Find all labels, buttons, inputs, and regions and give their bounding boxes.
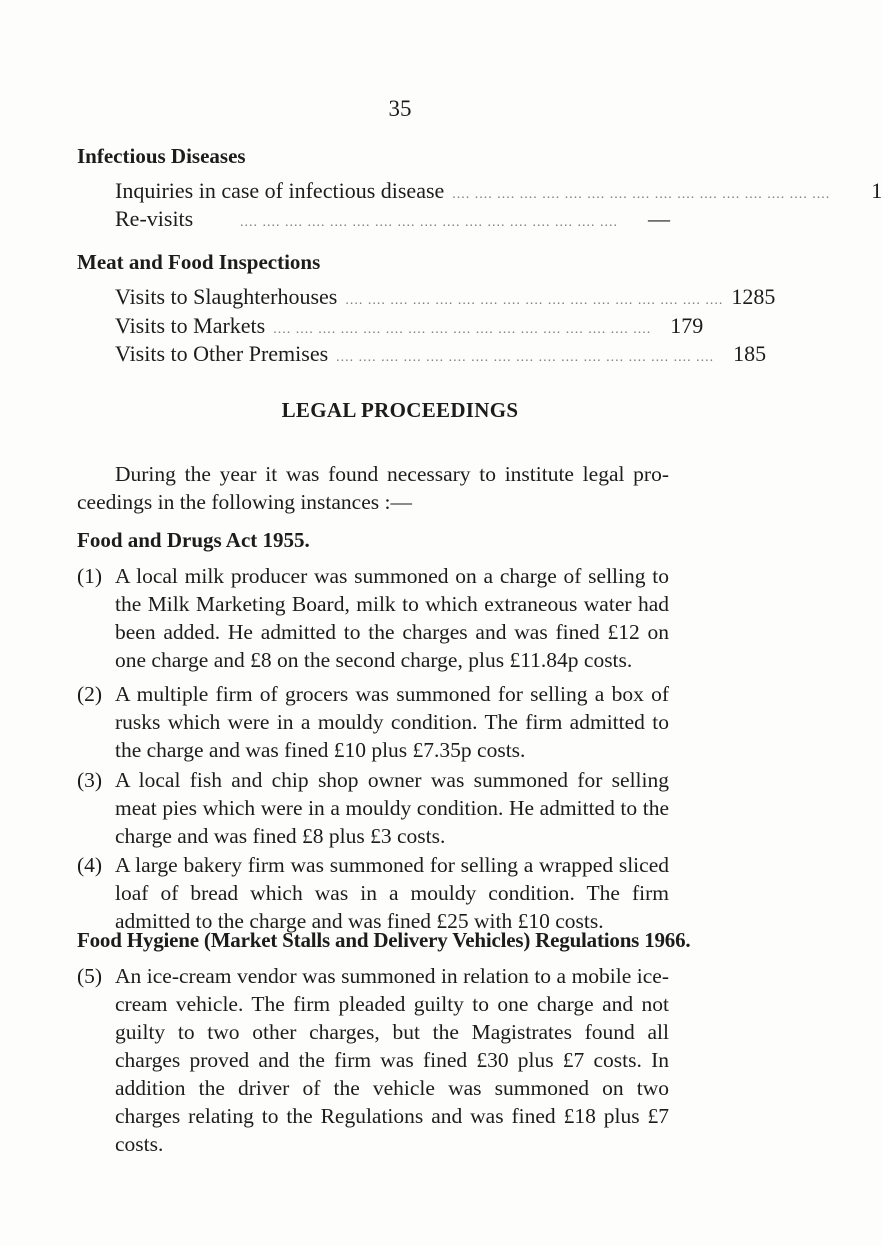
legal-proceedings-heading: LEGAL PROCEEDINGS — [281, 398, 519, 422]
food-hygiene-regulations-heading: Food Hygiene (Market Stalls and Delivery Vehicles) Regulations 1966. — [77, 928, 691, 952]
other-premises-row — [115, 341, 767, 367]
item-number: (3) — [77, 768, 103, 792]
food-drugs-act-heading: Food and Drugs Act 1955. — [77, 528, 310, 552]
dot-leader: .... .... .... .... .... .... .... .... .... .... .... .... .... .... .... .... .... — [240, 215, 618, 230]
page-number: 35 — [388, 96, 412, 121]
row-label: Visits to Slaughterhouses — [115, 284, 338, 309]
legal-item-2 — [77, 680, 669, 764]
item-text: An ice-cream vendor was summoned in relation to a mobile ice-cream vehicle. The firm pleaded guilty to one charge and not guilty to two other charges, but the Magistrates found all charges proved and the firm was fined £30 plus £7 costs. In addition the driver of the vehicle was summoned on two charges relating to the Regulations and was fined £18 plus £7 costs. — [115, 964, 669, 1156]
legal-item-1 — [77, 562, 669, 674]
row-label: Visits to Other Premises — [115, 341, 329, 366]
infectious-diseases-heading: Infectious Diseases — [77, 144, 246, 168]
row-value: — — [648, 206, 670, 231]
item-text: A multiple firm of grocers was summoned for selling a box of rusks which were in a mouldy condition. The firm admitted to the charge and was fined £10 plus £7.35p costs. — [115, 682, 669, 762]
row-value: 179 — [670, 313, 704, 338]
legal-intro-paragraph: During the year it was found necessary to institute legal pro-ceedings in the following instances :— — [77, 462, 669, 514]
row-label: Inquiries in case of infectious disease — [115, 178, 445, 203]
item-number: (5) — [77, 964, 103, 988]
dot-leader: .... .... .... .... .... .... .... .... .... .... .... .... .... .... .... .... .... — [345, 293, 724, 308]
slaughterhouses-row — [115, 284, 776, 310]
item-number: (4) — [77, 853, 103, 877]
meat-food-heading: Meat and Food Inspections — [77, 250, 321, 274]
row-value: 185 — [733, 341, 767, 366]
item-text: A local milk producer was summoned on a charge of selling to the Milk Marketing Board, milk to which extraneous water had been added. He admitted to the charges and was fined £12 on one charge and £8 on the second charge, plus £11.84p costs. — [115, 564, 669, 672]
inquiries-row — [115, 178, 882, 204]
item-text: A local fish and chip shop owner was summoned for selling meat pies which were in a mouldy condition. He admitted to the charge and was fined £8 plus £3 costs. — [115, 768, 669, 848]
legal-item-4 — [77, 851, 669, 935]
item-number: (2) — [77, 682, 103, 706]
markets-row — [115, 313, 704, 339]
row-label: Re-visits — [115, 206, 194, 231]
item-text: A large bakery firm was summoned for selling a wrapped sliced loaf of bread which was in a mouldy condition. The firm admitted to the charge and was fined £25 with £10 costs. — [115, 853, 669, 933]
dot-leader: .... .... .... .... .... .... .... .... .... .... .... .... .... .... .... .... .... — [452, 187, 831, 202]
row-label: Visits to Markets — [115, 313, 266, 338]
dot-leader: .... .... .... .... .... .... .... .... .... .... .... .... .... .... .... .... .... — [273, 322, 652, 337]
legal-item-3 — [77, 766, 669, 850]
revisits-row — [115, 206, 670, 232]
dot-leader: .... .... .... .... .... .... .... .... .... .... .... .... .... .... .... .... .... — [336, 350, 715, 365]
legal-item-5 — [77, 962, 669, 1158]
row-value: 1 — [871, 178, 882, 203]
row-value: 1285 — [731, 284, 776, 309]
item-number: (1) — [77, 564, 103, 588]
